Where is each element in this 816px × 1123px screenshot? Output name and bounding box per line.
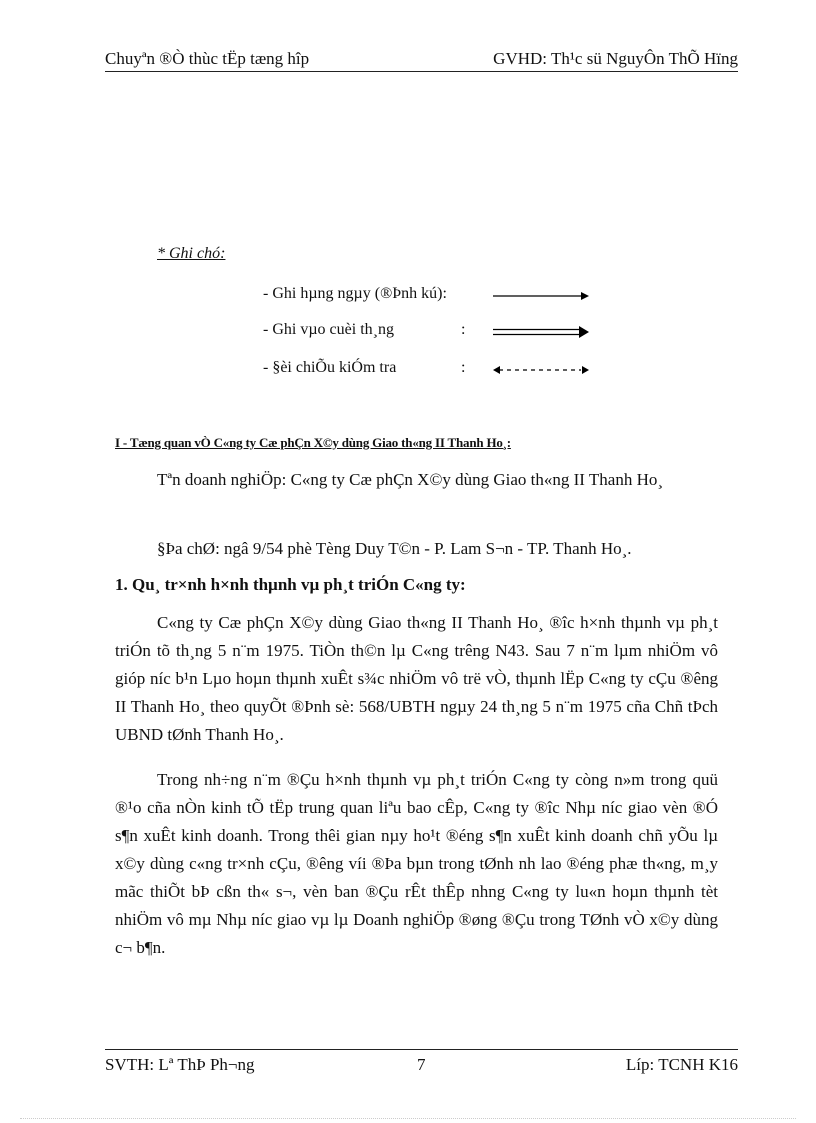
legend-label: - Ghi vµo cuèi th¸ng: [263, 321, 394, 338]
paragraph-development: Trong nh÷ng n¨m ®Çu h×nh thµnh vµ ph¸t triÓn C«ng ty còng n»m trong quü ®¹o cña nÒn kinh tÕ tËp trung quan liªu bao cÊp, C«ng ty ®îc Nhµ níc giao vèn ®Ó s¶n xuÊt kinh doanh. Trong thêi gian nµy ho¹t ®éng s¶n xuÊt kinh doanh chñ yÕu lµ x©y dùng c«ng tr×nh cÇu, ®êng víi ®Þa bµn trong tØnh nh lao ®éng phæ th«ng, m¸y mãc thiÕt bÞ cßn th« s¬, vèn ban ®Çu rÊt thÊp nhng C«ng ty lu«n hoµn thµnh tèt nhiÖm vô mµ Nhµ níc giao vµ lµ Doanh nghiÖp ®øng ®Çu trong TØnh vÒ x©y dùng c¬ b¶n.: [115, 770, 718, 957]
page-footer: [105, 1049, 738, 1076]
dashed-double-arrow-icon: [491, 362, 591, 378]
paragraph-company-name: Tªn doanh nghiÖp: C«ng ty Cæ phÇn X©y dùng Giao th«ng II Thanh Ho¸: [157, 470, 664, 489]
section-title: I - Tæng quan vÒ C«ng ty Cæ phÇn X©y dùng Giao th«ng II Thanh Ho¸:: [115, 435, 511, 450]
legend-colon: :: [461, 359, 466, 376]
double-arrow-icon: [491, 324, 591, 340]
paragraph-history: C«ng ty Cæ phÇn X©y dùng Giao th«ng II Thanh Ho¸ ®îc h×nh thµnh vµ ph¸t triÓn tõ th¸ng 5 n¨m 1975. TiÒn th©n lµ C«ng trêng N43. Sau 7 n¨m lµm nhiÖm vô gióp níc b¹n Lµo hoµn thµnh xuÊt s¾c nhiÖm vô trë vÒ, thµnh lËp C«ng ty cÇu ®êng II Thanh Ho¸ theo quyÕt ®Þnh sè: 568/UBTH ngµy 24 th¸ng 5 n¨m 1975 cña Chñ tÞch UBND tØnh Thanh Ho¸.: [115, 613, 718, 744]
single-arrow-icon: [491, 288, 591, 304]
paragraph-address: §Þa chØ: ngâ 9/54 phè Tèng Duy T©n - P. Lam S¬n - TP. Thanh Ho¸.: [157, 539, 632, 558]
legend-label: - Ghi hµng ngµy (®Þnh kú):: [263, 285, 447, 302]
footer-student: SVTH: Lª ThÞ Ph¬ng: [105, 1055, 255, 1074]
legend-colon: :: [461, 321, 466, 338]
header-supervisor: GVHD: Th¹c sü NguyÔn ThÕ Hïng: [493, 49, 738, 68]
page-header: [105, 49, 738, 72]
legend-label: - §èi chiÕu kiÓm tra: [263, 359, 397, 376]
heading-history: 1. Qu¸ tr×nh h×nh thµnh vµ ph¸t triÓn C«ng ty:: [115, 575, 466, 594]
header-topic: Chuyªn ®Ò thùc tËp tæng hîp: [105, 49, 310, 68]
footer-class: Líp: TCNH K16: [625, 1055, 738, 1074]
page-bottom-divider: [20, 1118, 796, 1119]
legend-title: * Ghi chó:: [157, 245, 226, 262]
page-number: 7: [417, 1055, 426, 1074]
